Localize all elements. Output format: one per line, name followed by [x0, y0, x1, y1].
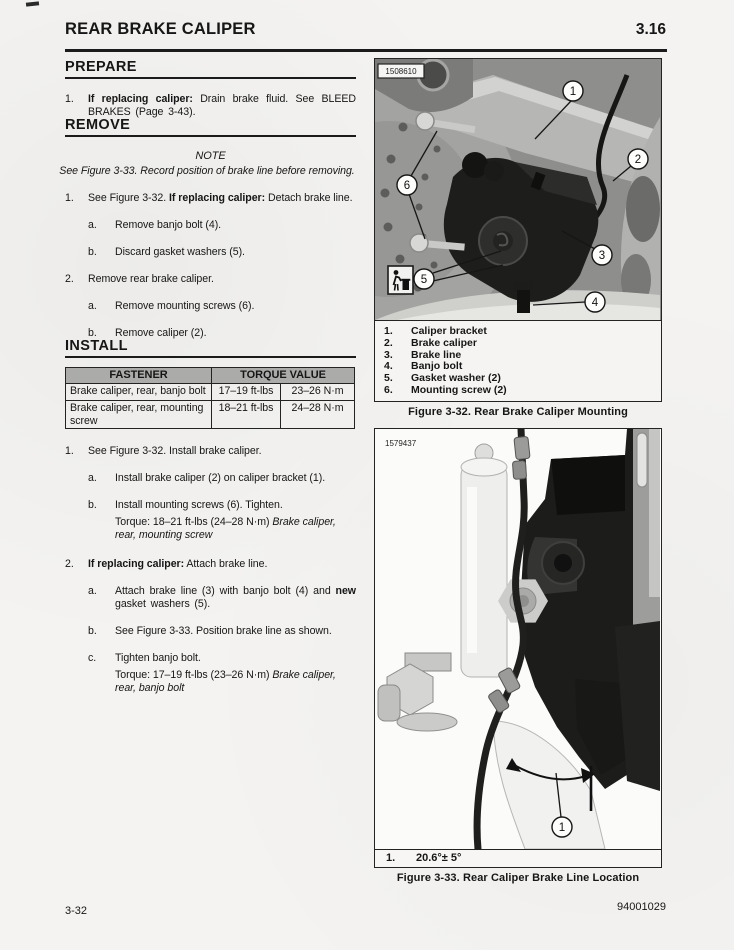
list-letter: a. — [88, 472, 97, 484]
table-row — [66, 401, 355, 429]
torque-spec — [115, 669, 356, 695]
legend-item — [375, 385, 661, 397]
callout-1 — [563, 81, 583, 101]
column-header-fastener: FASTENER — [66, 368, 212, 384]
cell-nm: 24–28 N·m — [281, 401, 355, 429]
fastener-name: Brake caliper, rear, banjo bolt — [115, 669, 336, 694]
install-step-1 — [65, 445, 356, 458]
plain-text: Tighten banjo bolt. — [115, 652, 201, 664]
install-heading: INSTALL — [65, 340, 356, 358]
torque-table — [65, 367, 355, 429]
list-letter: b. — [88, 625, 97, 637]
photo-id-text: 1508610 — [385, 67, 417, 76]
figure-3-32-photo-frame — [374, 58, 662, 321]
frame-rail — [633, 429, 660, 625]
callout-number: 3 — [598, 250, 606, 262]
scan-artifact — [26, 1, 39, 6]
figure-3-33 — [374, 428, 662, 884]
torque-spec — [115, 516, 356, 542]
legend-label: Gasket washer (2) — [411, 372, 501, 385]
list-text: Discard gasket washers (5). — [115, 246, 245, 258]
table-row — [66, 384, 355, 401]
list-text — [115, 652, 356, 695]
remove-heading: REMOVE — [65, 119, 356, 137]
list-number: 2. — [65, 273, 74, 285]
list-number: 1. — [65, 445, 74, 457]
list-text: Remove banjo bolt (4). — [115, 219, 222, 231]
plain-text: Drain brake fluid. See BLEED BRAKES (Page 3-43). — [88, 93, 356, 118]
list-text — [115, 499, 356, 542]
legend-number: 6. — [384, 383, 393, 396]
callout-5 — [414, 269, 434, 289]
header-divider — [65, 49, 667, 52]
list-text — [115, 585, 356, 611]
legend-item — [375, 338, 661, 350]
legend-label: Caliper bracket — [411, 325, 487, 337]
figure-3-33-caption: Figure 3-33. Rear Caliper Brake Line Location — [396, 872, 640, 884]
install-step-2a — [88, 585, 356, 611]
list-letter: a. — [88, 300, 97, 312]
list-number: 2. — [65, 558, 74, 570]
document-number: 94001029 — [617, 901, 666, 913]
prepare-step-1 — [65, 93, 356, 119]
figure-3-32-legend — [374, 321, 662, 402]
plain-text: Detach brake line. — [265, 192, 353, 204]
legend-number: 4. — [384, 360, 393, 373]
plain-text: Torque: 17–19 ft-lbs (23–26 N·m) — [115, 669, 273, 681]
list-number: 1. — [65, 192, 74, 204]
page-number: 3-32 — [65, 905, 88, 917]
figure-3-33-illustration — [375, 429, 660, 849]
emphasis-text: If replacing caliper: — [88, 558, 185, 570]
callout-number: 4 — [591, 297, 599, 309]
emphasis-text: If replacing caliper: — [88, 93, 193, 105]
legend-label: Brake caliper — [411, 336, 477, 349]
legend-label: Banjo bolt — [411, 360, 463, 373]
photo-id-label — [378, 64, 424, 78]
list-letter: b. — [88, 246, 97, 258]
legend-number: 2. — [384, 336, 393, 349]
plain-text: Attach brake line. — [184, 558, 268, 570]
note-label: NOTE — [195, 150, 226, 162]
callout-number: 5 — [420, 274, 428, 286]
list-letter: a. — [88, 219, 97, 231]
photo-id-text: 1579437 — [385, 439, 417, 448]
plain-text: Install mounting screws (6). Tighten. — [115, 499, 283, 511]
remove-step-1b — [88, 246, 356, 259]
list-text: See Figure 3-33. Position brake line as shown. — [115, 625, 332, 637]
cell-fastener: Brake caliper, rear, mounting screw — [66, 401, 212, 429]
list-text: Remove rear brake caliper. — [88, 273, 214, 285]
figure-3-33-legend — [375, 849, 661, 867]
emphasis-text: If replacing caliper: — [169, 192, 266, 204]
list-text: See Figure 3-32. Install brake caliper. — [88, 445, 262, 457]
install-step-2b — [88, 625, 356, 638]
fastener-name: Brake caliper, rear, mounting screw — [115, 516, 336, 541]
list-text: Install brake caliper (2) on caliper bracket (1). — [115, 472, 326, 484]
list-text — [88, 192, 356, 205]
callout-2 — [628, 149, 648, 169]
list-letter: a. — [88, 585, 97, 597]
table-header-row — [66, 368, 355, 384]
remove-step-2a — [88, 300, 356, 313]
legend-label: Brake line — [411, 348, 462, 361]
cell-nm: 23–26 N·m — [281, 384, 355, 401]
remove-step-1a — [88, 219, 356, 232]
remove-step-2b — [88, 327, 356, 340]
figure-3-33-frame — [374, 428, 662, 868]
figure-3-32-photo — [375, 59, 660, 320]
section-number: 3.16 — [635, 21, 666, 38]
legend-number: 3. — [384, 348, 393, 361]
install-step-2c — [88, 652, 356, 695]
install-step-1a — [88, 472, 356, 485]
legend-label: Mounting screw (2) — [411, 383, 507, 396]
prepare-heading: PREPARE — [65, 61, 356, 79]
legend-value: 20.6°± 5° — [416, 852, 462, 864]
callout-number: 1 — [558, 822, 566, 834]
cell-ftlbs: 18–21 ft-lbs — [212, 401, 281, 429]
plain-text: See Figure 3-32. — [88, 192, 170, 204]
figure-3-32-caption: Figure 3-32. Rear Brake Caliper Mounting — [408, 405, 628, 418]
remove-step-2 — [65, 273, 356, 286]
legend-number: 1. — [384, 325, 393, 337]
callout-3 — [592, 245, 612, 265]
callout-1 — [552, 817, 572, 837]
install-step-2 — [65, 558, 356, 571]
legend-number: 1. — [386, 852, 396, 864]
callout-number: 6 — [403, 180, 411, 192]
list-letter: b. — [88, 499, 97, 511]
list-text: Remove mounting screws (6). — [115, 300, 255, 312]
callout-number: 2 — [634, 154, 642, 166]
plain-text: Attach brake line (3) with banjo bolt (4) and — [115, 585, 336, 597]
plain-text: Torque: 18–21 ft-lbs (24–28 N·m) — [115, 516, 273, 528]
cell-fastener: Brake caliper, rear, banjo bolt — [66, 384, 212, 401]
disposal-icon — [388, 266, 413, 294]
legend-number: 5. — [384, 372, 393, 385]
column-header-torque: TORQUE VALUE — [212, 368, 355, 384]
plain-text: gasket washers (5). — [115, 598, 211, 610]
callout-number: 1 — [569, 86, 577, 98]
shock-cylinder — [461, 444, 507, 677]
page-title: REAR BRAKE CALIPER — [65, 20, 256, 38]
callout-4 — [585, 292, 605, 312]
callout-6 — [397, 175, 417, 195]
emphasis-text: new — [335, 585, 356, 597]
list-text: Remove caliper (2). — [115, 327, 207, 339]
cell-ftlbs: 17–19 ft-lbs — [212, 384, 281, 401]
list-text — [88, 558, 356, 571]
note-text: See Figure 3-33. Record position of brake line before removing. — [59, 165, 355, 177]
list-letter: b. — [88, 327, 97, 339]
install-step-1b — [88, 499, 356, 542]
list-number: 1. — [65, 93, 74, 105]
figure-3-32 — [374, 58, 662, 418]
list-text — [88, 93, 356, 119]
list-letter: c. — [88, 652, 97, 664]
instructions-column — [59, 59, 356, 695]
remove-step-1 — [65, 192, 356, 205]
